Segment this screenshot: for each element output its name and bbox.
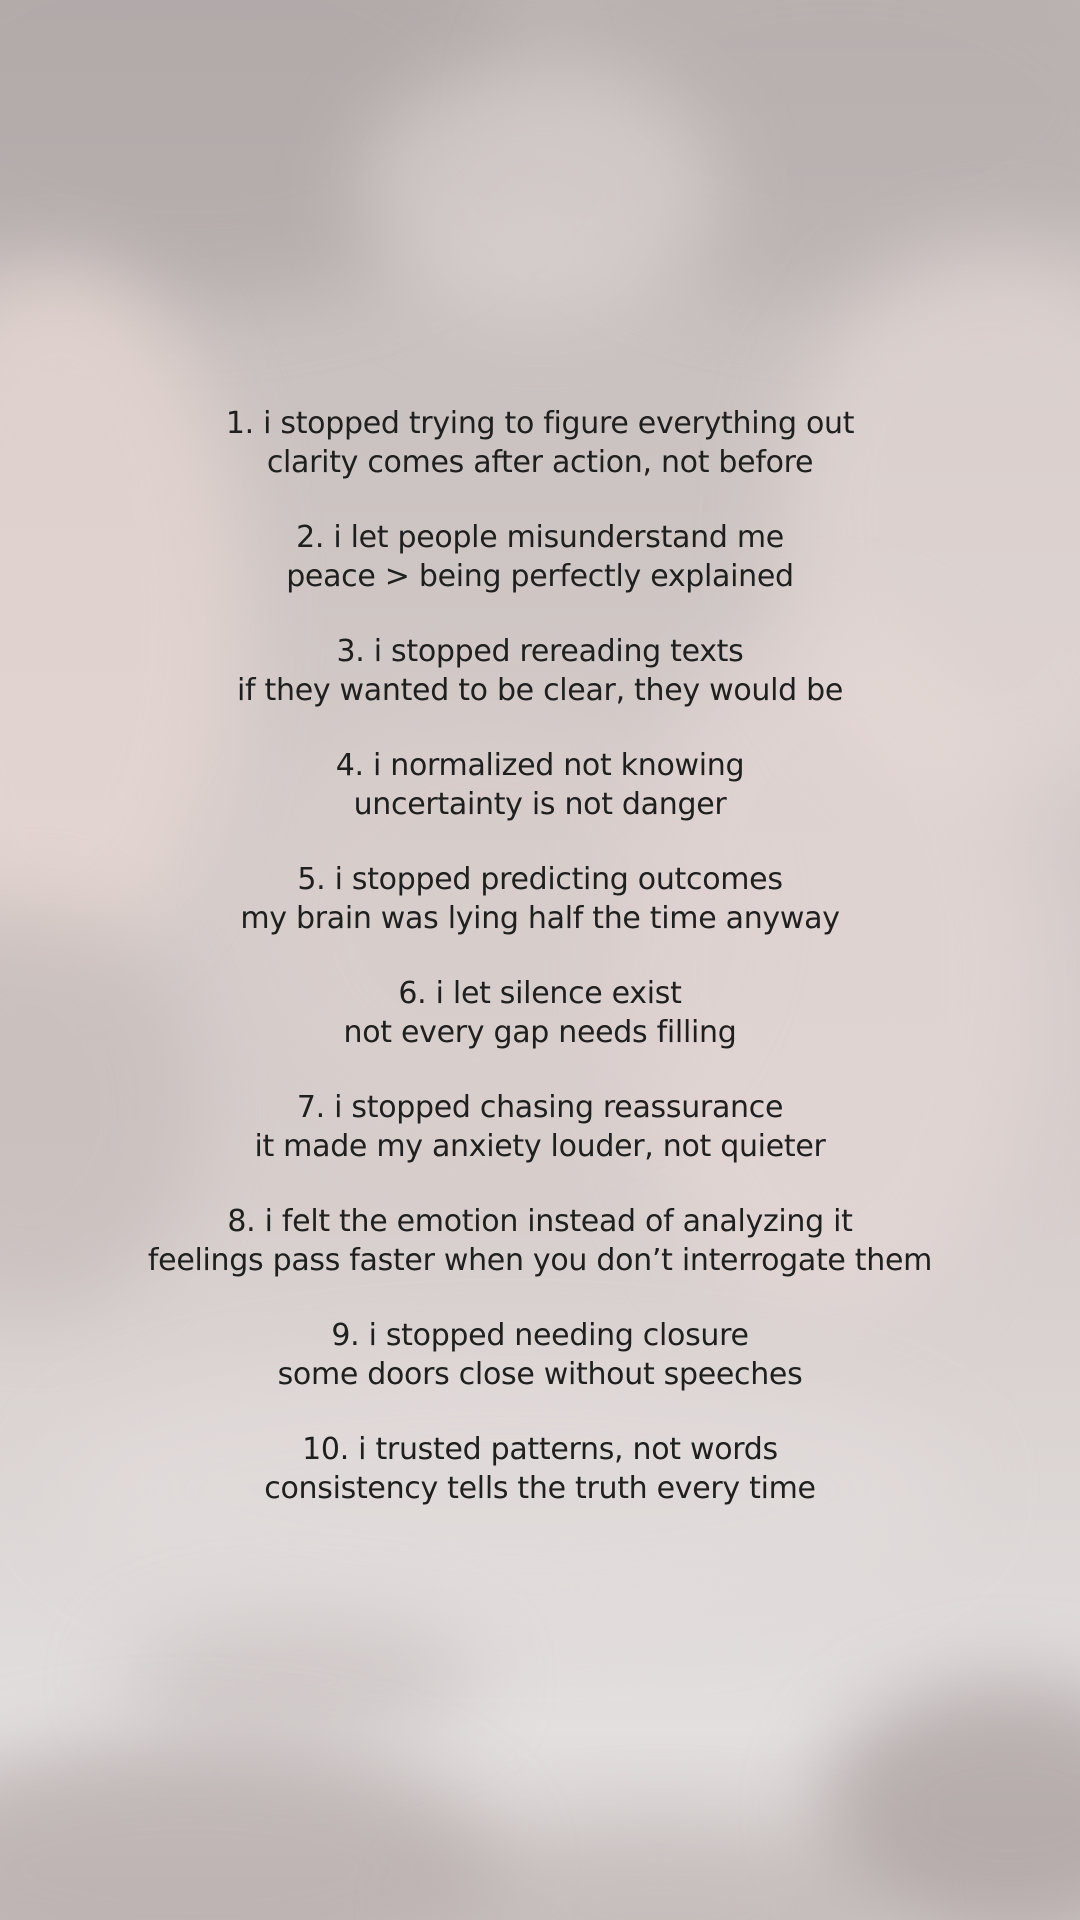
item-title: 5. i stopped predicting outcomes: [297, 862, 783, 897]
item-title: 3. i stopped rereading texts: [336, 634, 744, 669]
item-subtitle: some doors close without speeches: [277, 1357, 803, 1392]
list-item: [0, 518, 1080, 596]
list-item: [0, 632, 1080, 710]
item-subtitle: uncertainty is not danger: [353, 787, 727, 822]
item-subtitle: clarity comes after action, not before: [266, 445, 814, 480]
cloud: [360, 60, 720, 320]
item-subtitle: not every gap needs filling: [343, 1015, 737, 1050]
cloud: [120, 1620, 480, 1740]
list-item: [0, 746, 1080, 824]
item-subtitle: if they wanted to be clear, they would be: [237, 673, 843, 708]
item-title: 2. i let people misunderstand me: [296, 520, 784, 555]
list-item: [0, 974, 1080, 1052]
quote-list: [0, 404, 1080, 1544]
item-subtitle: my brain was lying half the time anyway: [240, 901, 840, 936]
list-item: [0, 404, 1080, 482]
list-item: [0, 1430, 1080, 1508]
item-title: 9. i stopped needing closure: [331, 1318, 749, 1353]
list-item: [0, 1202, 1080, 1280]
item-title: 8. i felt the emotion instead of analyzing it: [227, 1204, 853, 1239]
item-subtitle: it made my anxiety louder, not quieter: [254, 1129, 826, 1164]
item-subtitle: consistency tells the truth every time: [264, 1471, 816, 1506]
list-item: [0, 1316, 1080, 1394]
item-subtitle: feelings pass faster when you don’t interrogate them: [147, 1243, 933, 1278]
item-title: 6. i let silence exist: [398, 976, 682, 1011]
item-title: 1. i stopped trying to figure everything out: [225, 406, 855, 441]
item-subtitle: peace > being perfectly explained: [286, 559, 794, 594]
list-item: [0, 1088, 1080, 1166]
item-title: 4. i normalized not knowing: [335, 748, 745, 783]
list-item: [0, 860, 1080, 938]
item-title: 10. i trusted patterns, not words: [302, 1432, 778, 1467]
item-title: 7. i stopped chasing reassurance: [296, 1090, 784, 1125]
